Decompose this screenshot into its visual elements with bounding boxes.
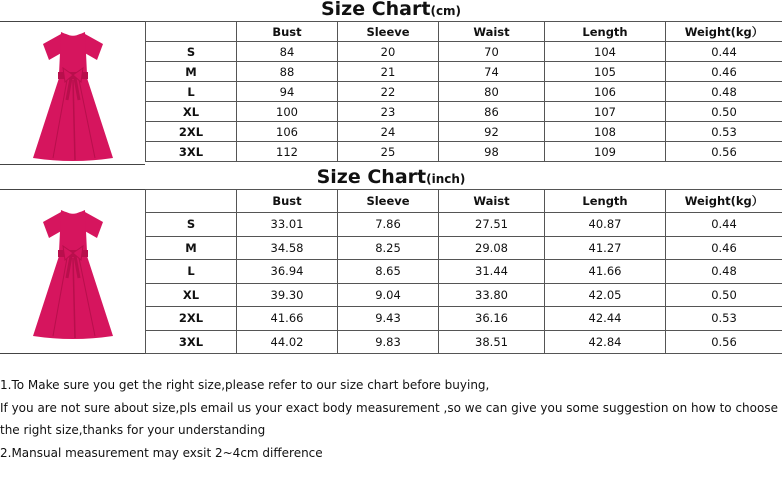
cell-sleeve: 8.65 bbox=[338, 260, 439, 284]
cell-weight: 0.44 bbox=[666, 213, 782, 237]
cell-length: 106 bbox=[545, 82, 666, 102]
table-row bbox=[146, 283, 782, 307]
table-row bbox=[146, 102, 782, 122]
cell-weight: 0.50 bbox=[666, 283, 782, 307]
cell-bust: 34.58 bbox=[237, 236, 338, 260]
header-sleeve: Sleeve bbox=[338, 190, 439, 213]
header-bust: Bust bbox=[237, 190, 338, 213]
cell-length: 40.87 bbox=[545, 213, 666, 237]
cell-sleeve: 9.83 bbox=[338, 330, 439, 354]
cell-bust: 41.66 bbox=[237, 307, 338, 331]
size-label: L bbox=[146, 82, 237, 102]
header-size bbox=[146, 22, 237, 42]
cell-bust: 112 bbox=[237, 142, 338, 162]
header-waist: Waist bbox=[439, 190, 545, 213]
note-line-4: 2.Mansual measurement may exsit 2~4cm difference bbox=[0, 445, 323, 460]
cell-waist: 98 bbox=[439, 142, 545, 162]
header-bust: Bust bbox=[237, 22, 338, 42]
size-label: XL bbox=[146, 283, 237, 307]
dress-image-inch bbox=[0, 189, 145, 354]
cell-bust: 36.94 bbox=[237, 260, 338, 284]
cell-bust: 44.02 bbox=[237, 330, 338, 354]
cell-length: 109 bbox=[545, 142, 666, 162]
table-row bbox=[146, 42, 782, 62]
header-row bbox=[146, 190, 782, 213]
cell-waist: 29.08 bbox=[439, 236, 545, 260]
cell-sleeve: 23 bbox=[338, 102, 439, 122]
size-table-cm bbox=[145, 21, 782, 162]
cell-length: 41.66 bbox=[545, 260, 666, 284]
header-weight: Weight(kg） bbox=[666, 190, 782, 213]
cell-sleeve: 21 bbox=[338, 62, 439, 82]
cell-length: 42.44 bbox=[545, 307, 666, 331]
title-text: Size Chart bbox=[316, 166, 427, 188]
cell-bust: 100 bbox=[237, 102, 338, 122]
cell-sleeve: 24 bbox=[338, 122, 439, 142]
cell-length: 41.27 bbox=[545, 236, 666, 260]
size-table-inch bbox=[145, 189, 782, 354]
notes bbox=[0, 374, 782, 464]
cell-weight: 0.48 bbox=[666, 260, 782, 284]
size-label: M bbox=[146, 62, 237, 82]
cell-sleeve: 9.04 bbox=[338, 283, 439, 307]
cell-weight: 0.44 bbox=[666, 42, 782, 62]
size-label: 2XL bbox=[146, 307, 237, 331]
cell-length: 108 bbox=[545, 122, 666, 142]
cell-length: 42.05 bbox=[545, 283, 666, 307]
cell-weight: 0.56 bbox=[666, 142, 782, 162]
cell-length: 107 bbox=[545, 102, 666, 122]
title-unit: (inch) bbox=[426, 172, 466, 186]
header-row bbox=[146, 22, 782, 42]
note-line-1: 1.To Make sure you get the right size,please refer to our size chart before buying, bbox=[0, 378, 490, 392]
cell-waist: 27.51 bbox=[439, 213, 545, 237]
header-sleeve: Sleeve bbox=[338, 22, 439, 42]
size-label: L bbox=[146, 260, 237, 284]
size-label: 3XL bbox=[146, 330, 237, 354]
cell-sleeve: 8.25 bbox=[338, 236, 439, 260]
cell-sleeve: 7.86 bbox=[338, 213, 439, 237]
table-row bbox=[146, 236, 782, 260]
dress-illustration bbox=[23, 22, 123, 164]
table-row bbox=[146, 62, 782, 82]
cell-waist: 31.44 bbox=[439, 260, 545, 284]
title-unit: (cm) bbox=[430, 4, 462, 18]
size-label: S bbox=[146, 213, 237, 237]
dress-image-cm bbox=[0, 21, 145, 165]
cell-waist: 33.80 bbox=[439, 283, 545, 307]
cell-bust: 39.30 bbox=[237, 283, 338, 307]
cell-bust: 84 bbox=[237, 42, 338, 62]
table-row bbox=[146, 122, 782, 142]
cell-sleeve: 9.43 bbox=[338, 307, 439, 331]
cell-length: 104 bbox=[545, 42, 666, 62]
size-chart-cm-title bbox=[0, 0, 782, 22]
table-row bbox=[146, 260, 782, 284]
cell-bust: 106 bbox=[237, 122, 338, 142]
cell-length: 105 bbox=[545, 62, 666, 82]
cell-bust: 94 bbox=[237, 82, 338, 102]
note-line-3: the right size,thanks for your understanding bbox=[0, 423, 266, 437]
table-row bbox=[146, 82, 782, 102]
cell-weight: 0.50 bbox=[666, 102, 782, 122]
cell-weight: 0.56 bbox=[666, 330, 782, 354]
header-size bbox=[146, 190, 237, 213]
table-row bbox=[146, 330, 782, 354]
size-label: S bbox=[146, 42, 237, 62]
size-label: 2XL bbox=[146, 122, 237, 142]
cell-waist: 74 bbox=[439, 62, 545, 82]
cell-length: 42.84 bbox=[545, 330, 666, 354]
header-length: Length bbox=[545, 190, 666, 213]
cell-weight: 0.46 bbox=[666, 62, 782, 82]
cell-waist: 86 bbox=[439, 102, 545, 122]
cell-sleeve: 20 bbox=[338, 42, 439, 62]
cell-waist: 70 bbox=[439, 42, 545, 62]
size-label: M bbox=[146, 236, 237, 260]
dress-illustration bbox=[23, 190, 123, 352]
header-waist: Waist bbox=[439, 22, 545, 42]
cell-waist: 80 bbox=[439, 82, 545, 102]
cell-waist: 92 bbox=[439, 122, 545, 142]
cell-weight: 0.53 bbox=[666, 122, 782, 142]
cell-bust: 88 bbox=[237, 62, 338, 82]
title-text: Size Chart bbox=[320, 0, 431, 20]
size-label: XL bbox=[146, 102, 237, 122]
size-label: 3XL bbox=[146, 142, 237, 162]
cell-bust: 33.01 bbox=[237, 213, 338, 237]
cell-sleeve: 22 bbox=[338, 82, 439, 102]
cell-weight: 0.46 bbox=[666, 236, 782, 260]
size-chart-inch-title bbox=[0, 166, 782, 190]
cell-waist: 36.16 bbox=[439, 307, 545, 331]
cell-sleeve: 25 bbox=[338, 142, 439, 162]
table-row bbox=[146, 307, 782, 331]
note-line-2: If you are not sure about size,pls email us your exact body measurement ,so we can give you some suggestion on how to choose bbox=[0, 400, 778, 415]
table-row bbox=[146, 213, 782, 237]
cell-weight: 0.48 bbox=[666, 82, 782, 102]
cell-weight: 0.53 bbox=[666, 307, 782, 331]
header-weight: Weight(kg） bbox=[666, 22, 782, 42]
table-row bbox=[146, 142, 782, 162]
cell-waist: 38.51 bbox=[439, 330, 545, 354]
header-length: Length bbox=[545, 22, 666, 42]
